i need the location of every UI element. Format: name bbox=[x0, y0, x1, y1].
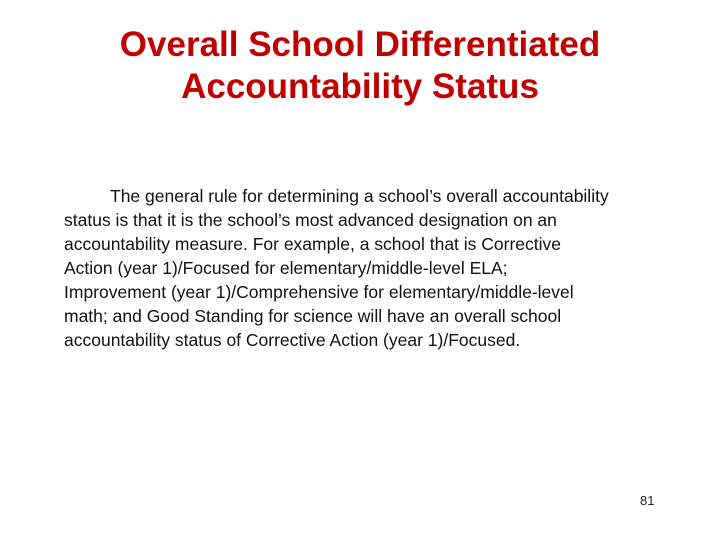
body-line-4: Action (year 1)/Focused for elementary/middle-level ELA; bbox=[64, 258, 508, 278]
body-line-7: accountability status of Corrective Action (year 1)/Focused. bbox=[64, 330, 521, 350]
body-paragraph bbox=[64, 184, 684, 352]
body-line-1: The general rule for determining a school’s overall accountability bbox=[110, 186, 609, 206]
slide-title bbox=[0, 24, 720, 108]
body-line-5: Improvement (year 1)/Comprehensive for elementary/middle-level bbox=[64, 282, 574, 302]
slide-title-line-2: Accountability Status bbox=[181, 67, 539, 106]
body-line-6: math; and Good Standing for science will have an overall school bbox=[64, 306, 562, 326]
page-number: 81 bbox=[640, 493, 655, 508]
body-line-2: status is that it is the school’s most advanced designation on an bbox=[64, 210, 557, 230]
body-line-3: accountability measure. For example, a school that is Corrective bbox=[64, 234, 562, 254]
slide-title-line-1: Overall School Differentiated bbox=[119, 25, 601, 64]
